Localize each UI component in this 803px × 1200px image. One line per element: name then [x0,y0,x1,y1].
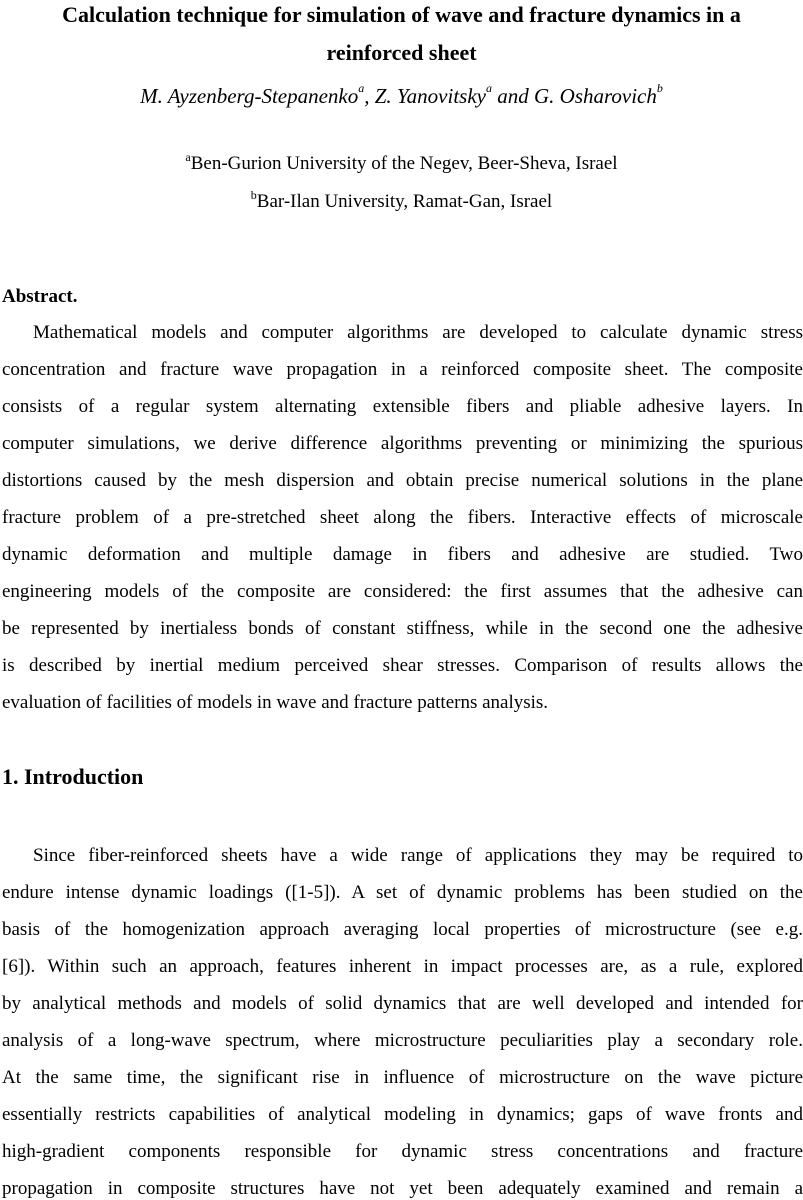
text-line: by analytical methods and models of solid dynamics that are well developed and intended for [2,993,803,1014]
text-line: Mathematical models and computer algorithms are developed to calculate dynamic stress [33,322,803,343]
text-line: endure intense dynamic loadings ([1-5]). A set of dynamic problems has been studied on the [2,882,803,903]
author-name: M. Ayzenberg-Stepanenko [140,84,359,108]
text-line: At the same time, the significant rise in influence of microstructure on the wave picture [2,1067,803,1088]
text-line: propagation in composite structures have not yet been adequately examined and remain a [2,1178,803,1199]
text-line: essentially restricts capabilities of analytical modeling in dynamics; gaps of wave fronts and [2,1104,803,1125]
author-name: G. Osharovich [533,84,657,108]
text-line: dynamic deformation and multiple damage in fibers and adhesive are studied. Two [2,544,803,565]
author-sup: a [358,81,365,95]
author-sup: a [485,81,492,95]
text-line: computer simulations, we derive difference algorithms preventing or minimizing the spurious [2,433,803,454]
text-line: engineering models of the composite are considered: the first assumes that the adhesive can [2,581,803,602]
text-line: distortions caused by the mesh dispersion and obtain precise numerical solutions in the plane [2,470,803,491]
author-sep: and [491,84,534,108]
text-line: high-gradient components responsible for dynamic stress concentrations and fracture [2,1141,803,1162]
text-line: consists of a regular system alternating extensible fibers and pliable adhesive layers. In [2,396,803,417]
author-sep: , [364,84,375,108]
author-name: Z. Yanovitsky [374,84,486,108]
affiliation-sup: b [250,188,257,202]
text-line: is described by inertial medium perceived shear stresses. Comparison of results allows the [2,655,803,676]
section-heading: 1. Introduction [2,764,144,789]
text-line: fracture problem of a pre-stretched sheet along the fibers. Interactive effects of microscale [2,507,803,528]
abstract-heading: Abstract. [2,286,78,307]
affiliation [0,188,803,213]
affiliation [0,150,803,175]
text-line: basis of the homogenization approach averaging local properties of microstructure (see e.g. [2,919,803,940]
text-line: be represented by inertialess bonds of constant stiffness, while in the second one the adhesive [2,618,803,639]
text-line: analysis of a long-wave spectrum, where microstructure peculiarities play a secondary role. [2,1030,803,1051]
text-line: Since fiber-reinforced sheets have a wide range of applications they may be required to [33,845,803,866]
text-line: concentration and fracture wave propagation in a reinforced composite sheet. The composite [2,359,803,380]
affiliation-text: Bar-Ilan University, Ramat-Gan, Israel [256,191,553,212]
authors [0,81,803,109]
paper-title-line-1: Calculation technique for simulation of wave and fracture dynamics in a [62,2,741,27]
author-sup: b [656,81,663,95]
paper-title-line-2: reinforced sheet [326,40,477,65]
affiliation-text: Ben-Gurion University of the Negev, Beer-Sheva, Israel [190,153,618,174]
affiliation-sup: a [185,150,191,164]
text-line: [6]). Within such an approach, features inherent in impact processes are, as a rule, explored [2,956,803,977]
text-line: evaluation of facilities of models in wave and fracture patterns analysis. [2,692,549,713]
